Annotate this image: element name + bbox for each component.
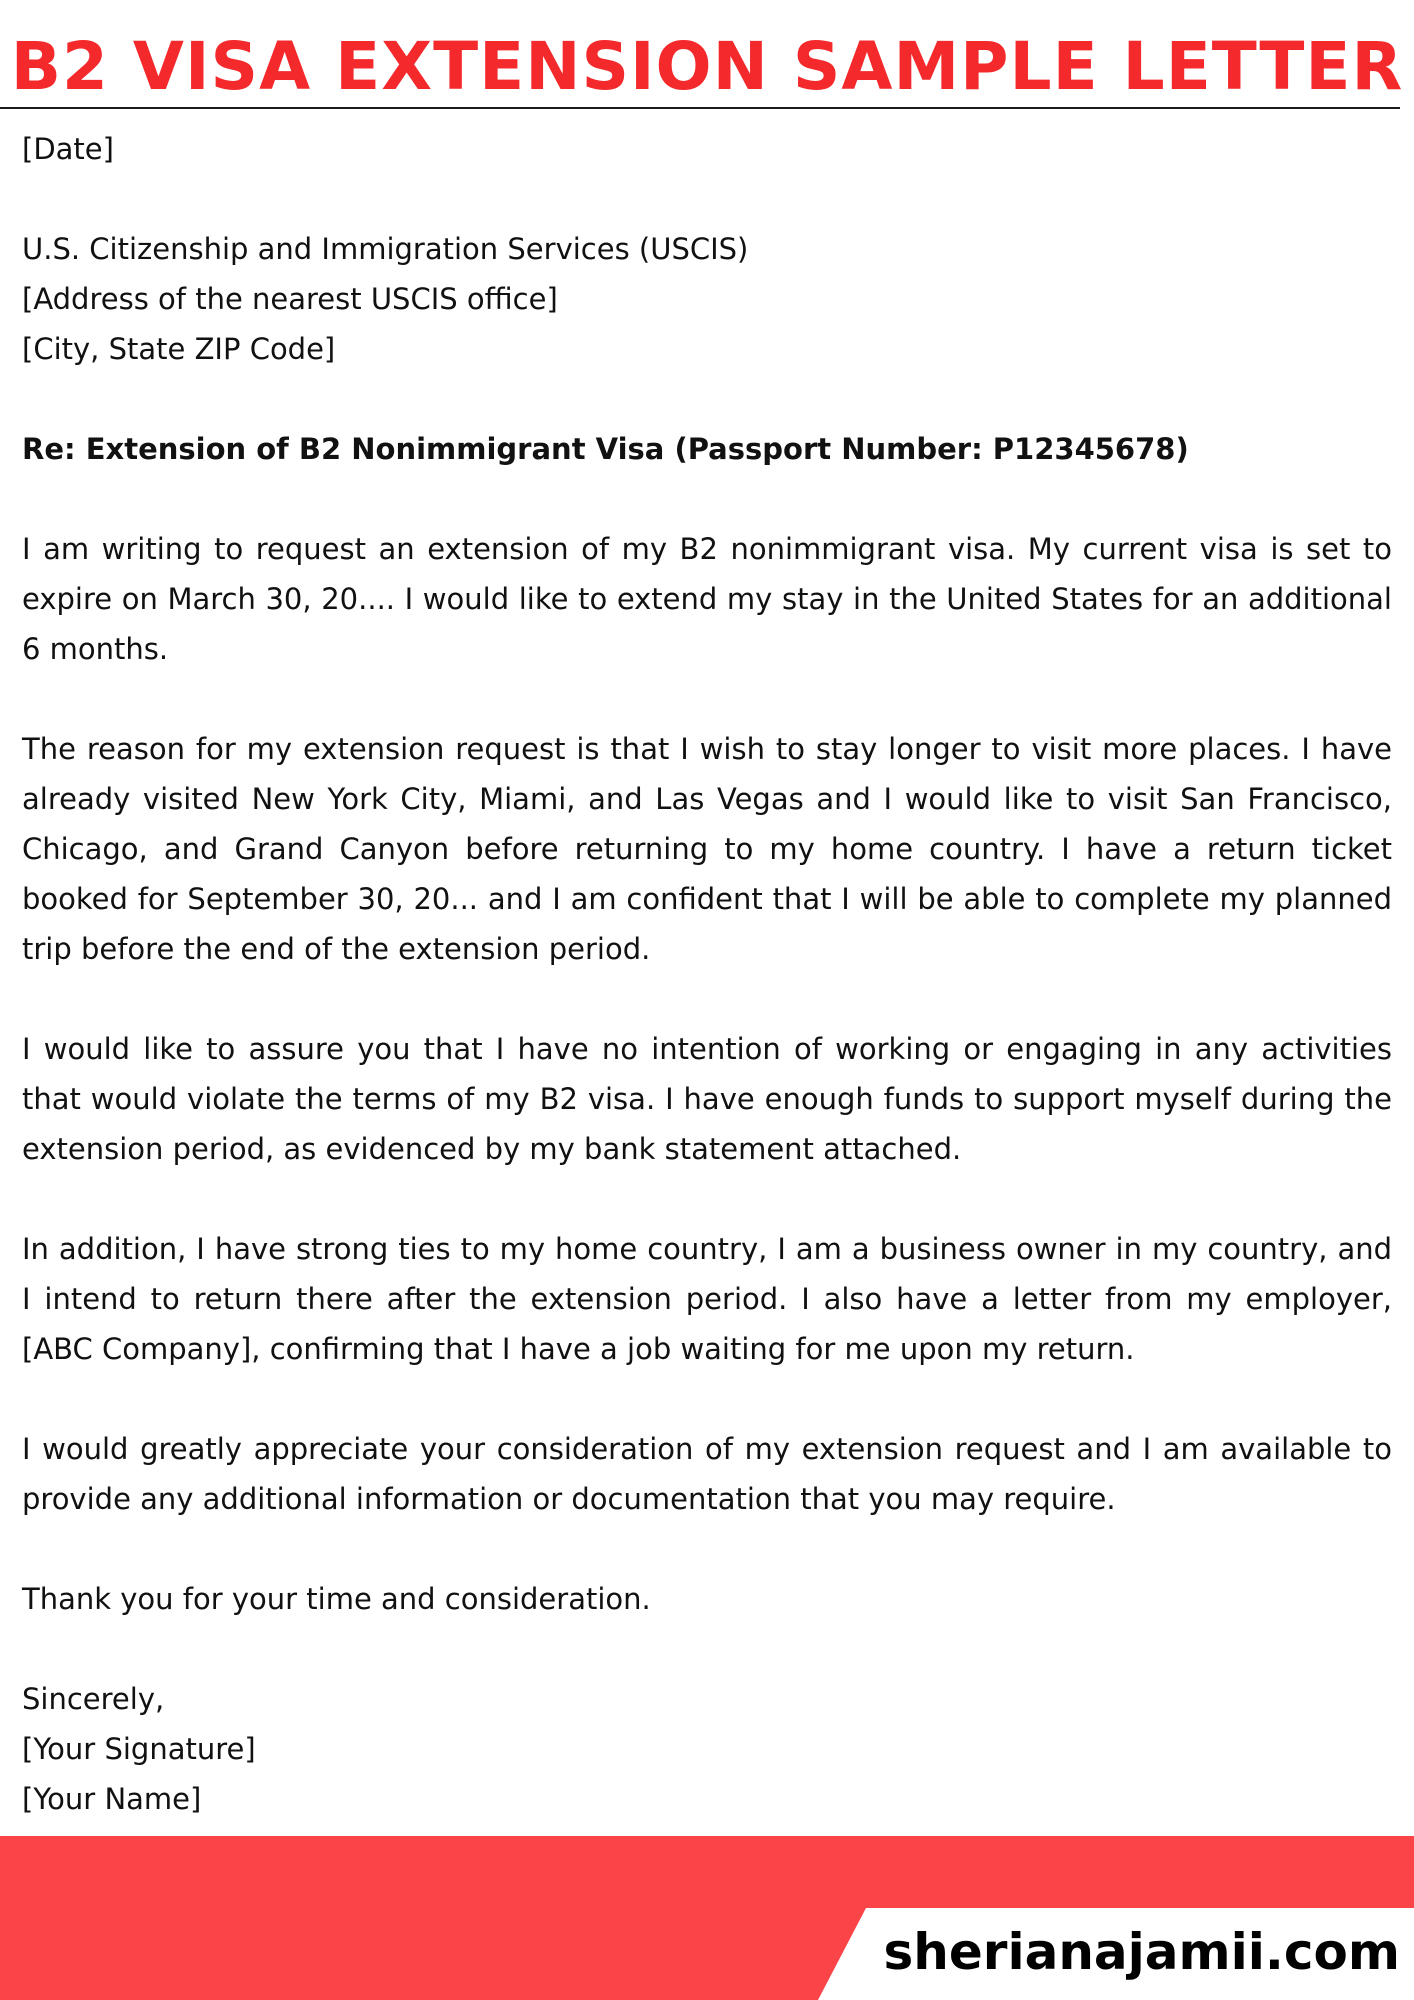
letter-date: [Date] bbox=[22, 132, 114, 166]
letter-thanks: Thank you for your time and consideration. bbox=[22, 1582, 651, 1616]
letter-subject: Re: Extension of B2 Nonimmigrant Visa (Passport Number: P12345678) bbox=[22, 432, 1189, 466]
footer-website: sherianajamii.com bbox=[883, 1923, 1400, 1981]
paragraph-assurance: I would like to assure you that I have no intention of working or engaging in any activities that would violate the terms of my B2 visa. I have enough funds to support myself during the extension period, as evidenced by my bank statement attached. bbox=[22, 1032, 1392, 1166]
name-placeholder: [Your Name] bbox=[22, 1782, 202, 1816]
letter-closing: Sincerely, bbox=[22, 1682, 165, 1716]
paragraph-appreciation: I would greatly appreciate your consideration of my extension request and I am available to provide any additional information or documentation that you may require. bbox=[22, 1432, 1392, 1516]
paragraph-request: I am writing to request an extension of my B2 nonimmigrant visa. My current visa is set to expire on March 30, 20.... I would like to extend my stay in the United States for an additional 6 months. bbox=[22, 532, 1392, 666]
title-divider bbox=[0, 107, 1400, 109]
page-title: B2 VISA EXTENSION SAMPLE LETTER bbox=[10, 28, 1404, 105]
signature-placeholder: [Your Signature] bbox=[22, 1732, 256, 1766]
recipient-address bbox=[22, 224, 1392, 374]
recipient-line-2: [Address of the nearest USCIS office] bbox=[22, 282, 558, 316]
paragraph-reason: The reason for my extension request is that I wish to stay longer to visit more places. I have already visited New York City, Miami, and Las Vegas and I would like to visit San Francisco, Chicago, and Grand Canyon before returning to my home country. I have a return ticket booked for September 30, 20... and I am confident that I will be able to complete my planned trip before the end of the extension period. bbox=[22, 732, 1392, 966]
letter-body bbox=[22, 124, 1392, 1824]
recipient-line-1: U.S. Citizenship and Immigration Services (USCIS) bbox=[22, 232, 749, 266]
signature-block bbox=[22, 1674, 1392, 1824]
recipient-line-3: [City, State ZIP Code] bbox=[22, 332, 336, 366]
paragraph-ties: In addition, I have strong ties to my home country, I am a business owner in my country, and I intend to return there after the extension period. I also have a letter from my employer, [ABC Company], confirming that I have a job waiting for me upon my return. bbox=[22, 1232, 1392, 1366]
